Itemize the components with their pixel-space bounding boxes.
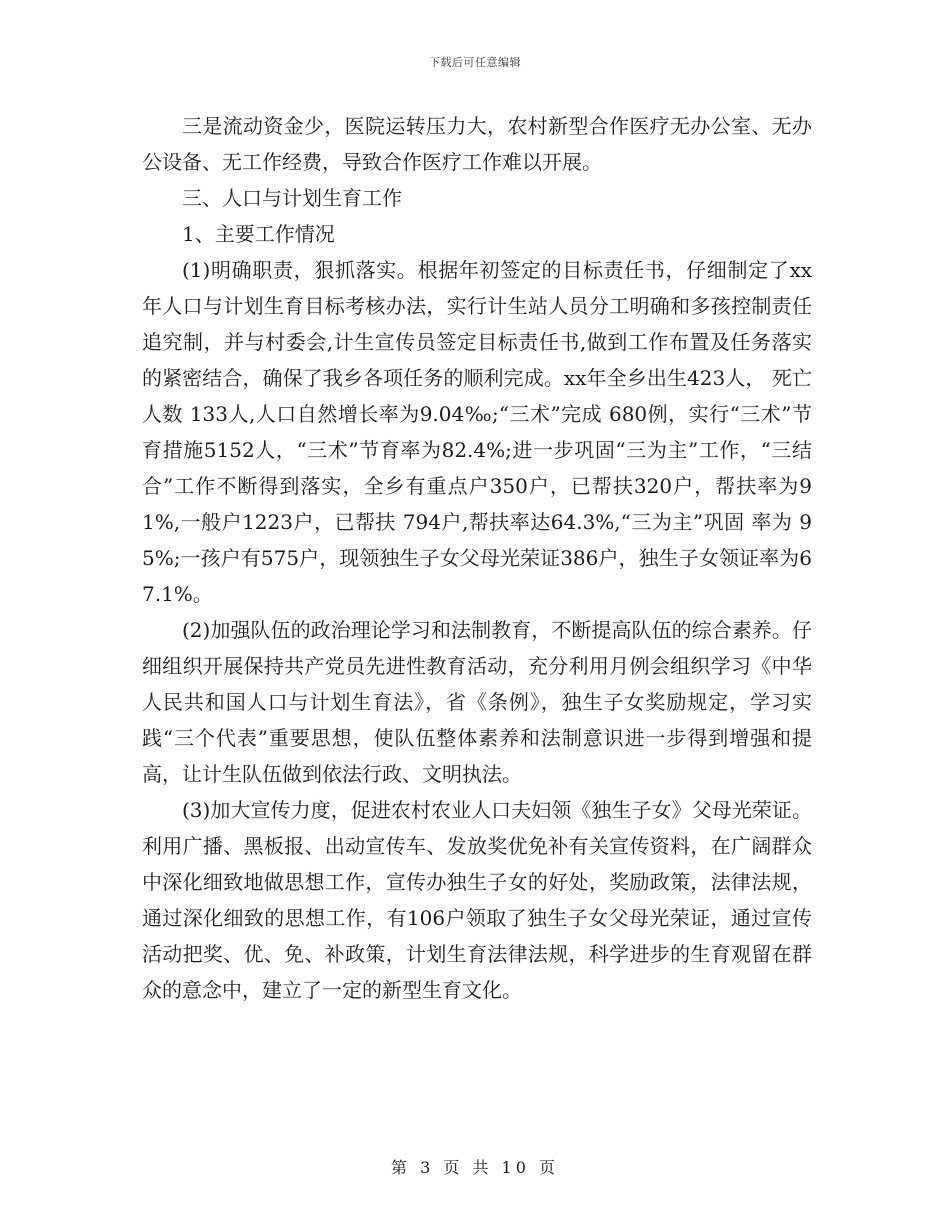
paragraph-responsibilities: (1)明确职责，狠抓落实。根据年初签定的目标责任书，仔细制定了xx年人口与计划生育目标考核办法，实行计生站人员分工明确和多孩控制责任追究制，并与村委会,计生宣传员签定目标责任书,做到工作布置及任务落实的紧密结合，确保了我乡各项任务的顺利完成。xx年全乡出生423人， 死亡人数 133人,人口自然增长率为9.04‰;“三术”完成 680例，实行“三术”节育措施5152人，“三术”节育率为82.4%;进一步巩固“三为主”工作，“三结合”工作不断得到落实，全乡有重点户350户，已帮扶320户，帮扶率为91%,一般户1223户，已帮扶 794户,帮扶率达64.3%,“三为主”巩固 率为 95%;一孩户有575户，现领独生子女父母光荣证386户，独生子女领证率为67.1%。 [142, 258, 812, 606]
paragraph-funding-issue: 三是流动资金少，医院运转压力大，农村新型合作医疗无办公室、无办公设备、无工作经费，导致合作医疗工作难以开展。 [142, 114, 812, 174]
paragraph-team-education: (2)加强队伍的政治理论学习和法制教育，不断提高队伍的综合素养。仔细组织开展保持共产党员先进性教育活动，充分利用月例会组织学习《中华人民共和国人口与计划生育法》，省《条例》，独生子女奖励规定，学习实践“三个代表”重要思想，使队伍整体素养和法制意识进一步得到增强和提高，让计生队伍做到依法行政、文明执法。 [142, 618, 812, 786]
subsection-heading-main-work: 1、主要工作情况 [182, 222, 335, 246]
section-heading-population: 三、人口与计划生育工作 [182, 186, 402, 210]
page-footer: 第 3 页 共 10 页 [391, 1158, 559, 1177]
page-header: 下载后可任意编辑 [429, 56, 521, 69]
document-body [142, 108, 812, 1008]
paragraph-publicity: (3)加大宣传力度，促进农村农业人口夫妇领《独生子女》父母光荣证。利用广播、黑板报、出动宣传车、发放奖优免补有关宣传资料，在广阔群众中深化细致地做思想工作，宣传办独生子女的好处，奖励政策，法律法规，通过深化细致的思想工作，有106户领取了独生子女父母光荣证，通过宣传活动把奖、优、免、补政策，计划生育法律法规，科学进步的生育观留在群众的意念中，建立了一定的新型生育文化。 [142, 798, 812, 1002]
